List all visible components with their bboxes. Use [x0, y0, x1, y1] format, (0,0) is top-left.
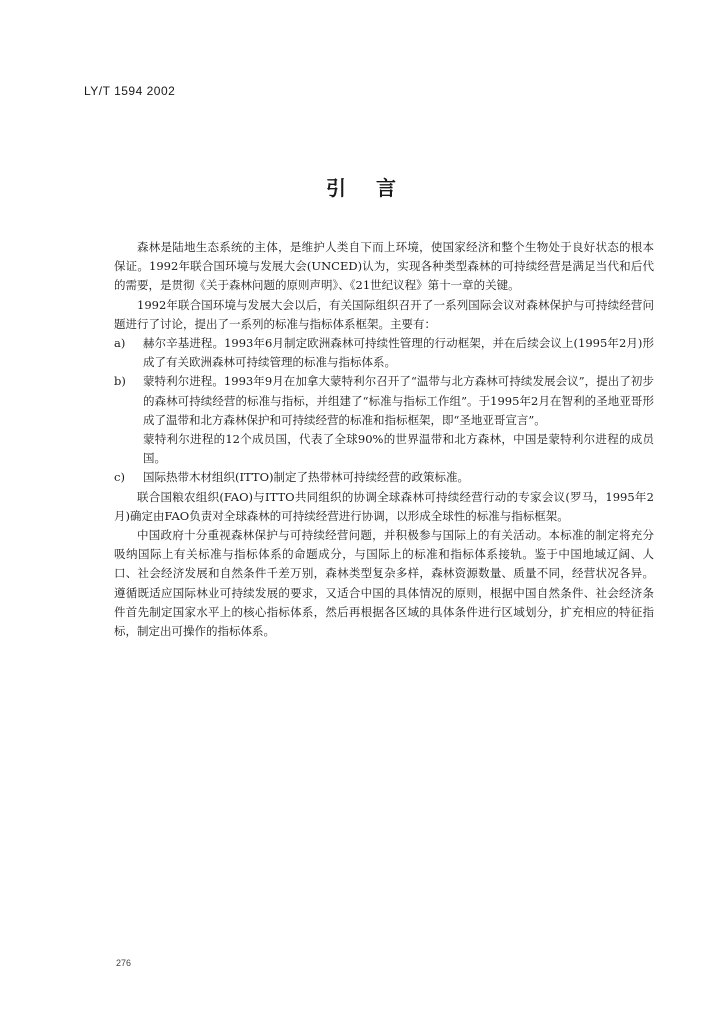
list-item-text: 赫尔辛基进程。1993年6月制定欧洲森林可持续性管理的行动框架，并在后续会议上(1995年2月)形成了有关欧洲森林可持续管理的标准与指标体系。 — [143, 336, 654, 370]
page-number: 276 — [116, 958, 132, 968]
list-item-text: 国际热带木材组织(ITTO)制定了热带林可持续经营的政策标准。 — [143, 470, 469, 485]
list-item — [114, 372, 654, 430]
paragraph-fao: 联合国粮农组织(FAO)与ITTO共同组织的协调全球森林可持续经营行动的专家会议(罗马，1995年2月)确定由FAO负责对全球森林的可持续经营进行协调，以形成全球性的标准与指标框架。 — [114, 489, 654, 523]
list-marker: c) — [114, 470, 125, 485]
list-item — [114, 468, 654, 487]
list-marker: a) — [114, 336, 126, 351]
list-item — [114, 334, 654, 372]
paragraph-china: 中国政府十分重视森林保护与可持续经营问题，并积极参与国际上的有关活动。本标准的制定将充分吸纳国际上有关标准与指标体系的命题成分，与国际上的标准和指标体系接轨。鉴于中国地域辽阔、人口、社会经济发展和自然条件千差万别，森林类型复杂多样，森林资源数量、质量不同，经营状况各异。遵循既适应国际林业可持续发展的要求，又适合中国的具体情况的原则，根据中国自然条件、社会经济条件首先制定国家水平上的核心指标体系，然后再根据各区域的具体条件进行区域划分，扩充相应的特征指标，制定出可操作的指标体系。 — [114, 528, 654, 639]
paragraph-international: 1992年联合国环境与发展大会以后，有关国际组织召开了一系列国际会议对森林保护与可持续经营问题进行了讨论，提出了一系列的标准与指标体系框架。主要有： — [114, 297, 654, 331]
list-item-text: 蒙特利尔进程。1993年9月在加拿大蒙特利尔召开了“温带与北方森林可持续发展会议”，提出了初步的森林可持续经营的标准与指标，并组建了“标准与指标工作组”。于1995年2月在智利的圣地亚哥形成了温带和北方森林保护和可持续经营的标准和指标框架，即“圣地亚哥宣言”。 — [143, 374, 654, 427]
list-item-note: 蒙特利尔进程的12个成员国，代表了全球90%的世界温带和北方森林，中国是蒙特利尔进程的成员国。 — [143, 432, 654, 466]
document-body — [114, 238, 654, 641]
list-marker: b) — [114, 374, 126, 389]
page-title: 引言 — [326, 176, 426, 200]
standard-code: LY/T 1594 2002 — [84, 84, 176, 98]
paragraph-intro: 森林是陆地生态系统的主体，是维护人类自下而上环境，使国家经济和整个生物处于良好状态的根本保证。1992年联合国环境与发展大会(UNCED)认为，实现各种类型森林的可持续经营是满足当代和后代的需要，是贯彻《关于森林问题的原则声明》、《21世纪议程》第十一章的关键。 — [114, 240, 654, 293]
